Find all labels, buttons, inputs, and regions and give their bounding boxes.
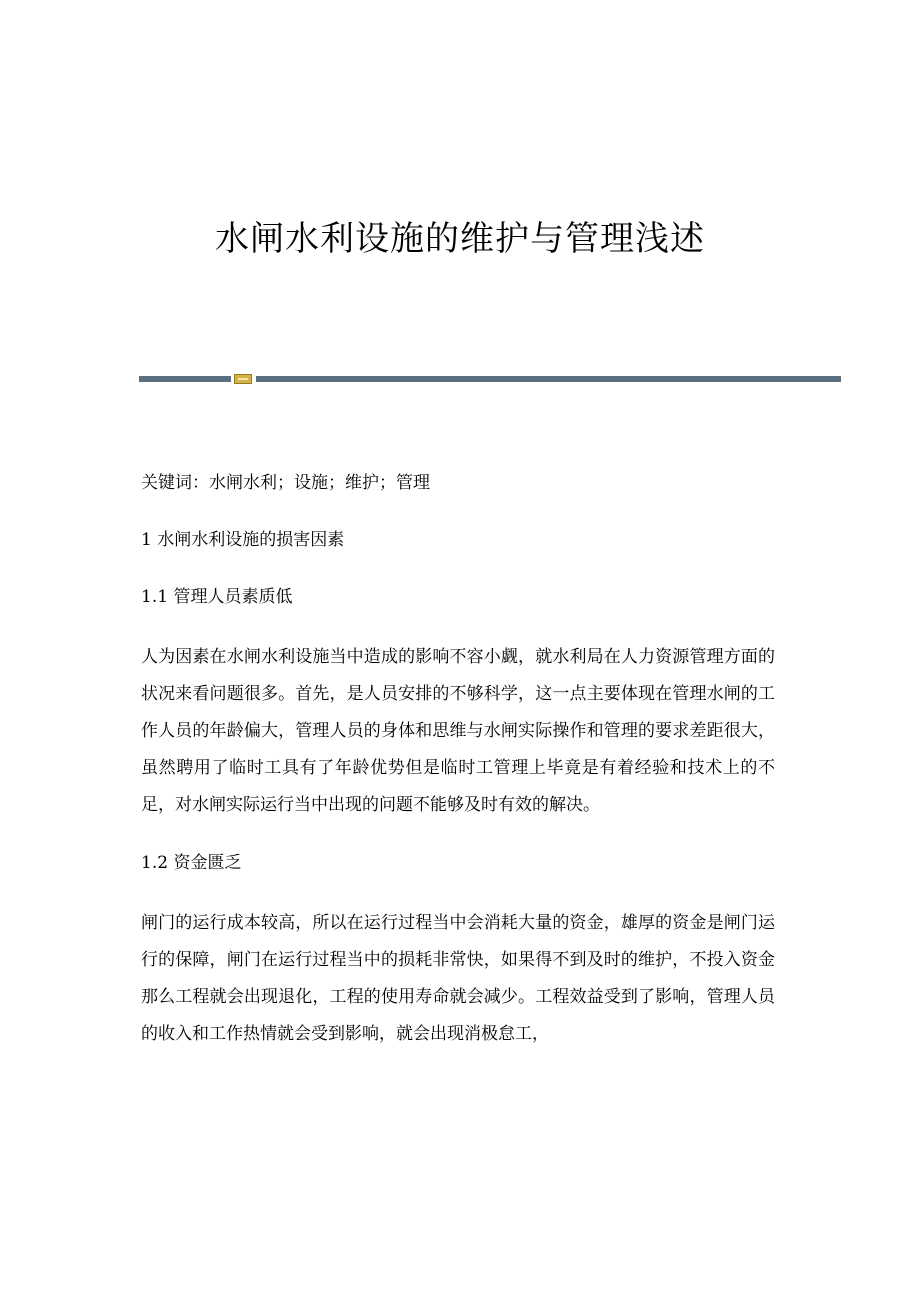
divider-bar-right [256, 376, 841, 382]
divider-ornament-icon [234, 374, 252, 384]
divider-bar-left [139, 376, 231, 382]
section-heading-1-2: 1.2 资金匮乏 [141, 853, 242, 873]
section-heading-1-1: 1.1 管理人员素质低 [141, 587, 293, 607]
paragraph-funding: 闸门的运行成本较高，所以在运行过程当中会消耗大量的资金，雄厚的资金是闸门运行的保障，闸门在运行过程当中的损耗非常快，如果得不到及时的维护，不投入资金那么工程就会出现退化，工程的使用寿命就会减少。工程效益受到了影响，管理人员的收入和工作热情就会受到影响，就会出现消极怠工， [141, 913, 775, 1044]
title-divider [139, 374, 841, 384]
paragraph-management-staff: 人为因素在水闸水利设施当中造成的影响不容小觑，就水利局在人力资源管理方面的状况来看问题很多。首先，是人员安排的不够科学，这一点主要体现在管理水闸的工作人员的年龄偏大，管理人员的身体和思维与水闸实际操作和管理的要求差距很大，虽然聘用了临时工具有了年龄优势但是临时工管理上毕竟是有着经验和技术上的不足，对水闸实际运行当中出现的问题不能够及时有效的解决。 [141, 647, 775, 815]
keywords-line: 关键词：水闸水利；设施；维护；管理 [141, 473, 430, 493]
document-title: 水闸水利设施的维护与管理浅述 [215, 219, 705, 259]
document-body [141, 468, 775, 1077]
section-heading-1: 1 水闸水利设施的损害因素 [141, 530, 345, 550]
